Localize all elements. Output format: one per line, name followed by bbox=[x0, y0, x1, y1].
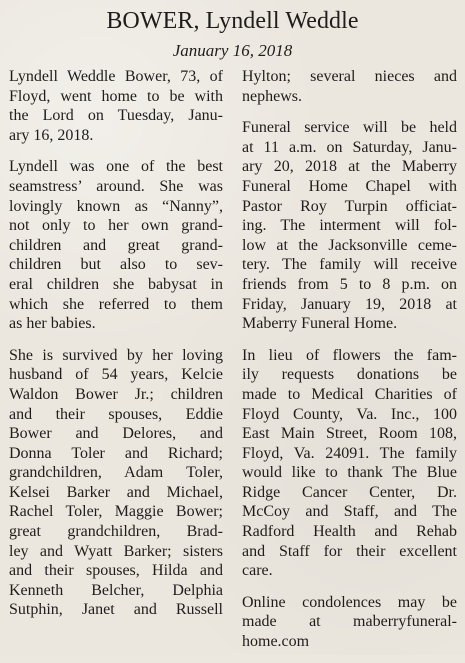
text-line: made to Medical Charities of bbox=[242, 385, 457, 403]
text-line: McCoy and Staff, and The bbox=[242, 503, 457, 521]
text-line: children and great grand- bbox=[9, 236, 223, 254]
text-line: husband of 54 years, Kelcie bbox=[9, 366, 223, 384]
text-line: Hylton; several nieces and bbox=[242, 68, 457, 85]
text-line: Kelsei Barker and Michael, bbox=[9, 483, 223, 501]
paragraph-survivors bbox=[9, 346, 223, 620]
text-line: Kenneth Belcher, Delphia bbox=[9, 581, 223, 599]
text-line: ily requests donations be bbox=[242, 366, 457, 384]
text-line: would like to thank The Blue bbox=[242, 464, 457, 482]
text-line: as her babies. bbox=[9, 315, 96, 333]
paragraph-passing bbox=[9, 67, 223, 145]
text-line: eral children she babysat in bbox=[9, 275, 223, 293]
paragraph-donations bbox=[242, 346, 457, 581]
paragraph-condolences bbox=[242, 593, 457, 652]
text-line: Lyndell Weddle Bower, 73, of bbox=[9, 68, 223, 85]
text-line: ley and Wyatt Barker; sisters bbox=[9, 542, 223, 560]
text-line: ary 16, 2018. bbox=[9, 126, 94, 144]
right-column bbox=[242, 67, 457, 663]
text-line: Online condolences may be bbox=[242, 593, 457, 611]
paragraph-remembrance bbox=[9, 157, 223, 333]
text-line: and their spouses, Hilda and bbox=[9, 562, 223, 580]
text-line: In lieu of flowers the fam- bbox=[242, 346, 457, 364]
text-line: She is survived by her loving bbox=[9, 346, 223, 364]
text-line: Lyndell was one of the best bbox=[9, 158, 223, 176]
text-line: at 11 a.m. on Saturday, Janu- bbox=[242, 138, 457, 156]
text-line: the Lord on Tuesday, Janu- bbox=[9, 107, 223, 125]
text-line: great grandchildren, Brad- bbox=[9, 523, 223, 541]
text-line: not only to her own grand- bbox=[9, 217, 223, 235]
text-line: made at maberryfuneral- bbox=[242, 613, 457, 631]
text-line: Friday, January 19, 2018 at bbox=[242, 295, 457, 313]
text-line: Funeral Home Chapel with bbox=[242, 177, 457, 195]
text-line: Donna Toler and Richard; bbox=[9, 444, 223, 462]
text-line: Bower and Delores, and bbox=[9, 425, 223, 443]
text-line: grandchildren, Adam Toler, bbox=[9, 464, 223, 482]
text-line: Floyd, went home to be with bbox=[9, 87, 223, 105]
text-line: Floyd County, Va. Inc., 100 bbox=[242, 405, 457, 423]
text-line: Floyd, Va. 24091. The family bbox=[242, 444, 457, 462]
text-line: Maberry Funeral Home. bbox=[242, 315, 398, 333]
text-line: lovingly known as “Nanny”, bbox=[9, 197, 223, 215]
text-line: and Staff for their excellent bbox=[242, 542, 457, 560]
obituary-date: January 16, 2018 bbox=[172, 41, 293, 60]
text-line: care. bbox=[242, 562, 273, 580]
text-line: and their spouses, Eddie bbox=[9, 405, 223, 423]
text-line: children but also to sev- bbox=[9, 256, 223, 274]
text-line: friends from 5 to 8 p.m. on bbox=[242, 275, 457, 293]
text-line: home.com bbox=[242, 633, 310, 651]
text-line: Waldon Bower Jr.; children bbox=[9, 385, 223, 403]
text-line: Pastor Roy Turpin officiat- bbox=[242, 197, 457, 215]
left-column bbox=[9, 67, 223, 631]
text-line: Sutphin, Janet and Russell bbox=[9, 601, 223, 619]
paragraph-service bbox=[242, 118, 457, 334]
text-line: seamstress’ around. She was bbox=[9, 177, 223, 195]
text-line: tery. The family will receive bbox=[242, 256, 457, 274]
text-line: nephews. bbox=[242, 87, 302, 105]
text-line: Rachel Toler, Maggie Bower; bbox=[9, 503, 223, 521]
text-line: ing. The interment will fol- bbox=[242, 217, 457, 235]
text-line: Funeral service will be held bbox=[242, 119, 457, 137]
obituary-title: BOWER, Lyndell Weddle bbox=[106, 8, 359, 34]
text-line: low at the Jacksonville ceme- bbox=[242, 236, 457, 254]
text-line: which she referred to them bbox=[9, 295, 223, 313]
text-line: Ridge Cancer Center, Dr. bbox=[242, 483, 457, 501]
text-line: ary 20, 2018 at the Maberry bbox=[242, 158, 457, 176]
text-line: East Main Street, Room 108, bbox=[242, 425, 457, 443]
text-line: Radford Health and Rehab bbox=[242, 523, 457, 541]
paragraph-survivors-continued bbox=[242, 67, 457, 106]
